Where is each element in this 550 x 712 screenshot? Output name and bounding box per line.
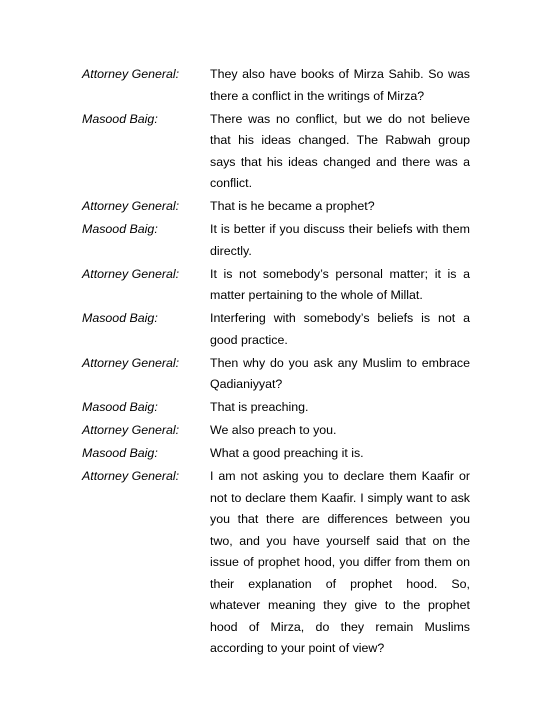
speaker-name: Attorney General: (82, 266, 180, 281)
transcript-entry (82, 353, 470, 396)
speech-text: There was no conflict, but we do not believe that his ideas changed. The Rabwah group says that his ideas changed and there was a conflict. (210, 111, 470, 190)
transcript-entry (82, 397, 470, 419)
transcript-entry (82, 64, 470, 107)
speaker-name: Masood Baig: (82, 446, 158, 460)
transcript-entry (82, 219, 470, 262)
speech-text: We also preach to you. (210, 423, 337, 437)
transcript-entry (82, 308, 470, 351)
transcript-entry (82, 443, 470, 465)
speech-text: It is better if you discuss their beliefs with them directly. (210, 222, 470, 258)
speech-text: They also have books of Mirza Sahib. So was there a conflict in the writings of Mirza? (210, 67, 470, 103)
speech-text: That is he became a prophet? (210, 199, 375, 213)
speech-text: That is preaching. (210, 400, 309, 414)
speaker-name: Attorney General: (82, 199, 180, 213)
speech-text: What a good preaching it is. (210, 446, 364, 460)
transcript-entry (82, 264, 470, 307)
transcript-entry (82, 109, 470, 195)
transcript-entry (82, 420, 470, 442)
speech-text: Interfering with somebody’s beliefs is not a good practice. (210, 311, 470, 347)
transcript-entry (82, 466, 470, 660)
speaker-name: Masood Baig: (82, 111, 158, 126)
transcript-entry (82, 196, 470, 218)
speaker-name: Masood Baig: (82, 400, 158, 414)
speaker-name: Attorney General: (82, 469, 180, 483)
speech-text: It is not somebody’s personal matter; it is a matter pertaining to the whole of Millat. (210, 266, 470, 302)
speech-text: I am not asking you to declare them Kaafir or not to declare them Kaafir. I simply want to ask you that there are differences between you two, and you have yourself said that on the issue of prophet hood, you differ from them on their explanation of prophet hood. So, whatever meaning they give to the prophet hood of Mirza, do they remain Muslims according to your point of view? (210, 469, 470, 655)
speaker-name: Attorney General: (82, 423, 180, 437)
speaker-name: Masood Baig: (82, 222, 158, 236)
speaker-name: Attorney General: (82, 355, 180, 370)
speaker-name: Attorney General: (82, 67, 180, 81)
speech-text: Then why do you ask any Muslim to embrace Qadianiyyat? (210, 355, 470, 391)
transcript (82, 64, 470, 661)
speaker-name: Masood Baig: (82, 311, 158, 325)
